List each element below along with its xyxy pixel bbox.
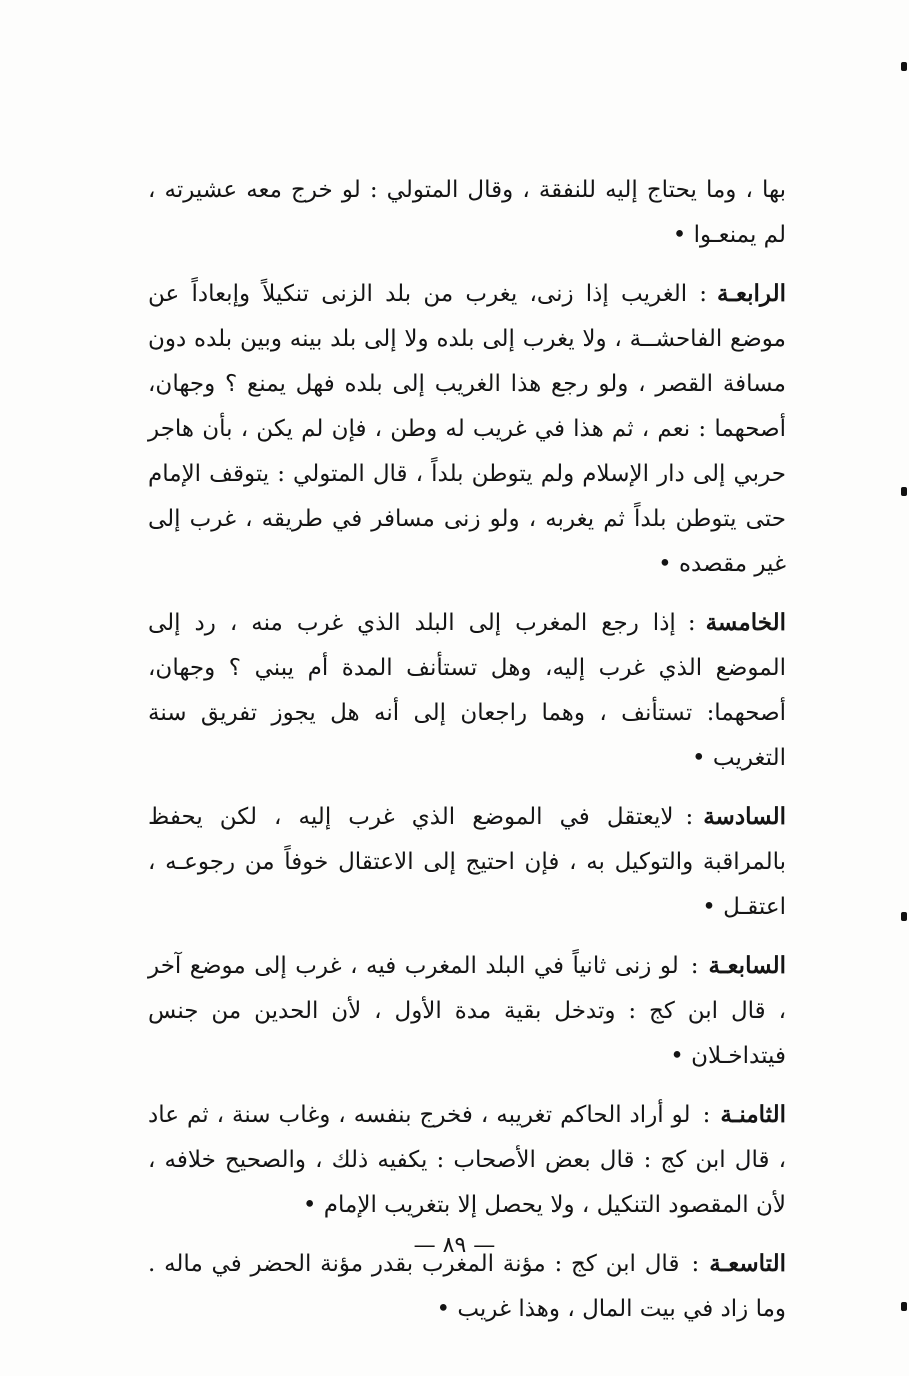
page-number: — ٨٩ — <box>413 1233 496 1258</box>
section-heading: السابعـة <box>708 952 786 979</box>
section-body: الغريب إذا زنى، يغرب من بلد الزنى تنكيلاً وإبعاداً عن موضع الفاحشــة ، ولا يغرب إلى بلده ولا إلى بلد بينه وبين بلده دون مسافة القصر ، ولو رجع هذا الغريب إلى بلده فهل يمنع ؟ وجهان، أصحهما : نعم ، ثم هذا في غريب له وطن ، فإن لم يكن ، بأن هاجر حربي إلى دار الإسلام ولم يتوطن بلداً ، قال المتولي : يتوقف الإمام حتى يتوطن بلداً ثم يغربه ، ولو زنى مسافر في طريقه ، غرب إلى غير مقصده • <box>148 281 786 577</box>
section-fifth <box>148 600 786 781</box>
section-body: لو زنى ثانياً في البلد المغرب فيه ، غرب إلى موضع آخر ، قال ابن كج : وتدخل بقية مدة الأول ، لأن الحدين من جنس فيتداخـلان • <box>148 953 786 1069</box>
section-heading: الرابعـة <box>716 280 786 307</box>
section-seventh <box>148 943 786 1079</box>
margin-mark-lower-middle <box>901 912 907 921</box>
section-body: لايعتقل في الموضع الذي غرب إليه ، لكن يحفظ بالمراقبة والتوكيل به ، فإن احتيج إلى الاعتقال خوفاً من رجوعـه ، اعتقـل • <box>148 804 786 920</box>
main-text <box>148 168 786 1332</box>
intro-text: بها ، وما يحتاج إليه للنفقة ، وقال المتولي : لو خرج معه عشيرته ، لم يمنعـوا • <box>148 177 786 248</box>
section-heading: التاسعـة <box>709 1250 786 1277</box>
margin-mark-bottom <box>901 1302 907 1311</box>
margin-mark-upper-middle <box>901 487 907 496</box>
intro-paragraph <box>148 168 786 258</box>
section-body: إذا رجع المغرب إلى البلد الذي غرب منه ، رد إلى الموضع الذي غرب إليه، وهل تستأنف المدة أم يبني ؟ وجهان، أصحهما: تستأنف ، وهما راجعان إلى أنه هل يجوز تفريق سنة التغريب • <box>148 610 786 771</box>
section-colon: : <box>699 281 707 307</box>
section-heading: السادسة <box>703 803 786 830</box>
section-heading: الخامسة <box>705 609 786 636</box>
section-colon: : <box>691 1251 700 1277</box>
section-eighth <box>148 1092 786 1228</box>
section-body: قال ابن كج : مؤنة المغرب بقدر مؤنة الحضر في ماله . وما زاد في بيت المال ، وهذا غريب • <box>148 1251 786 1322</box>
section-heading: الثامنـة <box>720 1101 786 1128</box>
section-sixth <box>148 794 786 930</box>
section-body: لو أراد الحاكم تغريبه ، فخرج بنفسه ، وغاب سنة ، ثم عاد ، قال ابن كج : قال بعض الأصحاب : يكفيه ذلك ، والصحيح خلافه ، لأن المقصود التنكيل ، ولا يحصل إلا بتغريب الإمام • <box>148 1102 786 1218</box>
section-colon: : <box>690 953 699 979</box>
section-colon: : <box>702 1102 711 1128</box>
margin-mark-top <box>901 62 907 71</box>
section-fourth <box>148 271 786 587</box>
section-colon: : <box>687 610 696 636</box>
section-colon: : <box>685 804 694 830</box>
